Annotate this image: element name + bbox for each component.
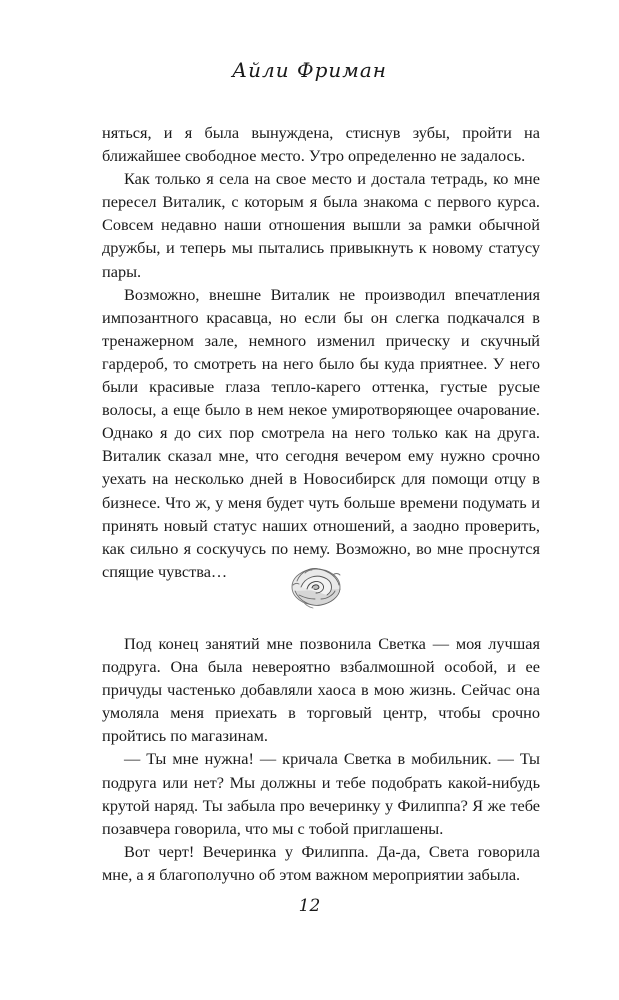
paragraph: Вот черт! Вечеринка у Филиппа. Да-да, Света говорила мне, а я благополучно об этом важном мероприятии забыла. xyxy=(102,841,540,884)
text-block-section-1 xyxy=(102,121,540,583)
rose-flower-icon xyxy=(287,561,345,611)
text-block-section-2 xyxy=(102,632,540,886)
paragraph: Как только я села на свое место и достала тетрадь, ко мне пересел Виталик, с которым я была знакома с первого курса. Совсем недавно наши отношения вышли за рамки обычной дружбы, и теперь мы пытались привыкнуть к новому статусу пары. xyxy=(102,169,540,281)
page-number: 12 xyxy=(298,896,321,916)
paragraph: няться, и я была вынуждена, стиснув зубы, пройти на ближайшее свободное место. Утро определенно не задалось. xyxy=(102,123,540,166)
paragraph: — Ты мне нужна! — кричала Светка в мобильник. — Ты подруга или нет? Мы должны и тебе подобрать какой-нибудь крутой наряд. Ты забыла про вечеринку у Филиппа? Я же тебе позавчера говорила, что мы с тобой приглашены. xyxy=(102,749,540,838)
paragraph: Под конец занятий мне позвонила Светка — моя лучшая подруга. Она была невероятно взбалмошной особой, и ее причуды частенько добавляли хаоса в мою жизнь. Сейчас она умоляла меня приехать в торговый центр, чтобы срочно пройтись по магазинам. xyxy=(102,634,540,746)
running-header: Айли Фриман xyxy=(232,58,387,82)
paragraph: Возможно, внешне Виталик не производил впечатления импозантного красавца, но если бы он слегка подкачался в тренажерном зале, немного изменил прическу и скучный гардероб, то смотреть на него было бы куда приятнее. У него были красивые глаза тепло-карего оттенка, густые русые волосы, а еще было в нем некое умиротворяющее очарование. Однако я до сих пор смотрела на него только как на друга. Виталик сказал мне, что сегодня вечером ему нужно срочно уехать на несколько дней в Новосибирск для помощи отцу в бизнесе. Что ж, у меня будет чуть больше времени подумать и принять новый статус наших отношений, а заодно проверить, как сильно я соскучусь по нему. Возможно, во мне проснутся спящие чувства… xyxy=(102,284,540,581)
